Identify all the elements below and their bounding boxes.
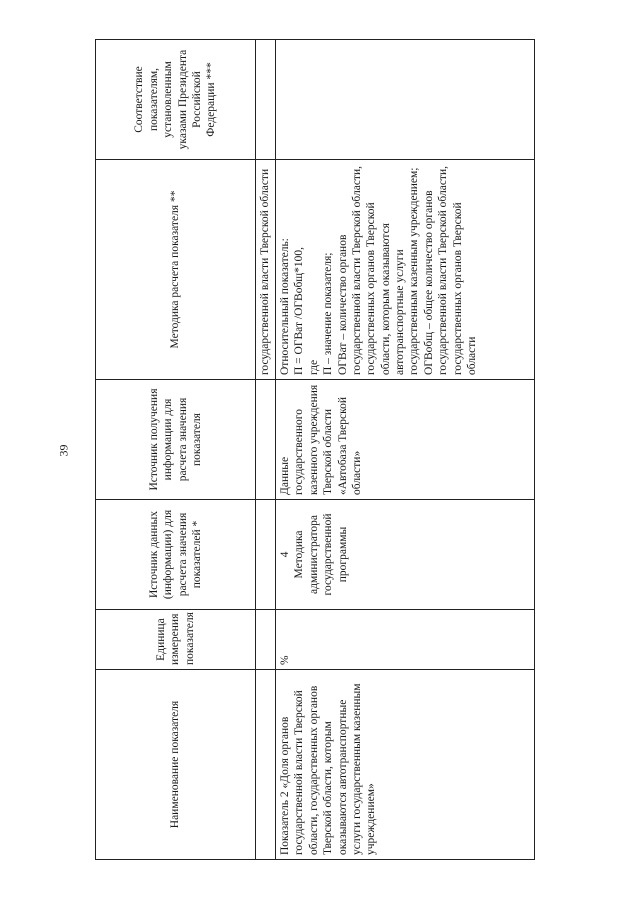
- header-name: Наименование показателя: [96, 670, 256, 860]
- source-data: Методика администратора государственной программы: [293, 513, 349, 596]
- compliance-cell: [276, 40, 535, 160]
- column-number: 4: [279, 551, 291, 558]
- source-data-cell: [276, 500, 535, 610]
- source-info: Данные государственного казенного учреждения Тверской области «Автобаза Тверской области»: [276, 380, 535, 500]
- header-source-data: Источник данных (информации) для расчета значения показателей *: [96, 500, 256, 610]
- method-line: П – значение показателя;: [322, 252, 335, 375]
- indicators-table: [95, 39, 535, 860]
- continuation-method: государственной власти Тверской области: [256, 160, 276, 380]
- method-line: Относительный показатель:: [279, 238, 291, 375]
- method-cell: [276, 160, 535, 380]
- indicator-unit: %: [276, 610, 535, 670]
- method-line: ОГВобщ – общее количество органов государственной власти Тверской области, государственных органов Тверской области: [422, 166, 478, 375]
- header-method: Методика расчета показателя **: [96, 160, 256, 380]
- method-line: где: [307, 359, 320, 375]
- continuation-row: [256, 40, 276, 860]
- table-row: [276, 40, 535, 860]
- header-unit: Единица измерения показателя: [96, 610, 256, 670]
- rotated-landscape-page: [95, 40, 535, 860]
- method-formula: П = ОГВат /ОГВобщ*100,: [293, 246, 306, 375]
- header-source-info: Источник получения информации для расчета значения показателя: [96, 380, 256, 500]
- method-line: ОГВат – количество органов государственной власти Тверской области, государственных органов Тверской области, которым оказываются автотранспортные услуги государственным казенным учреждением;: [336, 166, 421, 375]
- table-header-row: [96, 40, 256, 860]
- header-compliance: Соответствие показателям, установленным указами Президента Российской Федерации ***: [96, 40, 256, 160]
- page-number: 39: [56, 444, 71, 457]
- indicator-name: Показатель 2 «Доля органов государственной власти Тверской области, государственных органов Тверской области, которым оказываются автотранспортные услуги государственным казенным учреждением»: [276, 670, 535, 860]
